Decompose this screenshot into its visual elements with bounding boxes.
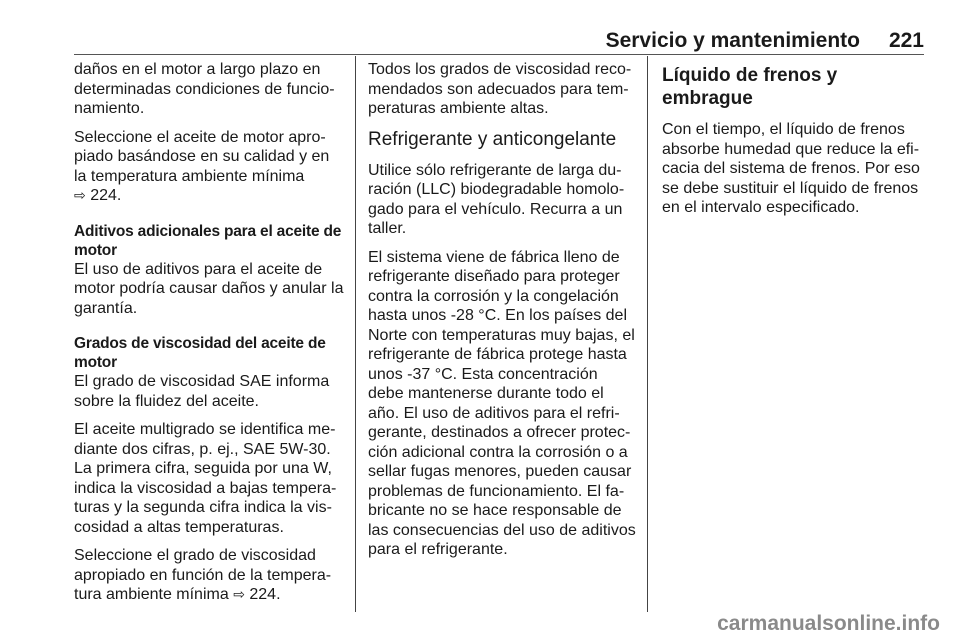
column-2 [368,60,636,569]
column-divider-1 [355,56,356,612]
paragraph: El grado de viscosidad SAE informa sobre la fluidez del aceite. [74,373,330,410]
page-header-title: Servicio y mantenimiento [605,29,860,52]
subheading: Aditivos adicionales para el aceite de motor [74,222,342,259]
section-heading: Líquido de frenos y embrague [662,65,838,109]
page-reference-link[interactable]: 224. [90,187,122,204]
column-1 [74,60,346,614]
paragraph: El uso de aditivos para el aceite de motor podría causar daños y anular la garantía. [74,260,344,317]
section-heading: Refrigerante y anticongelante [368,128,617,150]
page-reference-link[interactable]: 224. [249,586,281,603]
paragraph-text: Seleccione el aceite de motor apro‐piado basándose en su calidad y en la temperatura ambiente mínima [74,128,330,185]
paragraph: El sistema viene de fábrica lleno de refrigerante diseñado para proteger contra la corrosión y la congelación hasta unos -28 °C. En los países del Norte con temperaturas muy bajas, el refrigerante de fábrica protege hasta unos -37 °C. Esta concentración debe mantenerse durante todo el año. El uso de aditivos para el refri‐gerante, destinados a ofrecer protec‐ción adicional contra la corrosión o a sellar fugas menores, pueden causar problemas de funcionamiento. El fa‐bricante no se hace responsable de las consecuencias del uso de aditivos para el refrigerante. [368,248,636,558]
paragraph-text: Seleccione el grado de viscosidad apropiado en función de la tempera‐tura ambiente mínima [74,547,332,603]
page-number: 221 [888,29,924,52]
watermark: carmanualsonline.info [717,612,940,635]
paragraph [74,128,346,206]
column-divider-2 [647,56,648,612]
paragraph: Todos los grados de viscosidad reco‐mendados son adecuados para tem‐peraturas ambiente altas. [368,61,632,117]
paragraph: El aceite multigrado se identifica me‐diante dos cifras, p. ej., SAE 5W-30. La primera cifra, seguida por una W, indica la viscosidad a bajas tempera‐turas y la segunda cifra indica la vis‐cosidad a altas temperaturas. [74,421,337,536]
header-rule [74,54,924,55]
paragraph: Con el tiempo, el líquido de frenos absorbe humedad que reduce la efi‐cacia del sistema de frenos. Por eso se debe sustituir el líquido de frenos en el intervalo especificado. [662,121,920,216]
paragraph: daños en el motor a largo plazo en determinadas condiciones de funcio‐namiento. [74,61,335,117]
column-3 [662,60,924,227]
paragraph [74,546,346,605]
page-ref-arrow-icon: ⇨ [74,187,86,203]
paragraph: Utilice sólo refrigerante de larga du‐ración (LLC) biodegradable homolo‐gado para el vehículo. Recurra a un taller. [368,161,625,237]
subheading: Grados de viscosidad del aceite de motor [74,335,326,371]
page-ref-arrow-icon: ⇨ [233,586,245,602]
